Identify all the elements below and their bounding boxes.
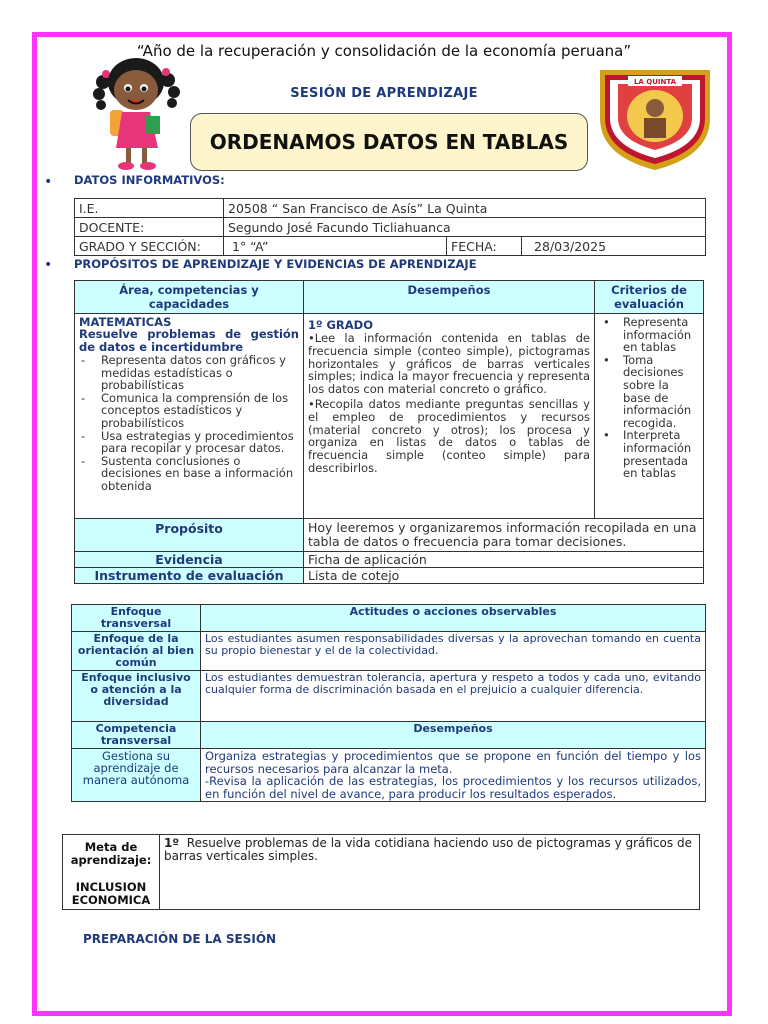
criteria-item: • Toma decisiones sobre la base de información recogida.: [623, 354, 699, 430]
crest-label: LA QUINTA: [633, 78, 677, 86]
approach-1-text: Los estudiantes asumen responsabilidades diversas y la aprovechan tomando en cuenta su propio bienestar y el de la colectividad.: [201, 632, 706, 671]
capacities-list: [79, 354, 299, 493]
grado-value: 1° “A”: [224, 237, 447, 256]
evidencia-label: Evidencia: [75, 552, 304, 568]
motto-text: “Año de la recuperación y consolidación de la economía peruana”: [136, 42, 632, 60]
approaches-table: [71, 604, 706, 802]
ie-label: I.E.: [75, 199, 224, 218]
competency-performance-header: Desempeños: [201, 722, 706, 749]
main-title: ORDENAMOS DATOS EN TABLAS: [209, 130, 569, 154]
criteria-item: • Interpreta información presentada en tablas: [623, 429, 699, 479]
purposes-table: [74, 280, 704, 584]
section-purposes-heading: PROPÓSITOS DE APRENDIZAJE Y EVIDENCIAS DE APRENDIZAJE: [74, 257, 477, 271]
prep-title: PREPARACIÓN DE LA SESIÓN: [83, 932, 277, 946]
capacity-item: - Usa estrategias y procedimientos para recopilar y procesar datos.: [101, 430, 299, 455]
capacity-item: - Comunica la comprensión de los conceptos estadísticos y probabilísticos: [101, 392, 299, 430]
grado-label: GRADO Y SECCIÓN:: [75, 237, 224, 256]
capacity-item: - Sustenta conclusiones o decisiones en base a información obtenida: [101, 455, 299, 493]
section-info-heading: DATOS INFORMATIVOS:: [74, 173, 225, 187]
bullet-icon: •: [44, 257, 53, 273]
proposito-label: Propósito: [75, 519, 304, 552]
girl-illustration: [88, 52, 188, 176]
docente-value: Segundo José Facundo Ticliahuanca: [224, 218, 706, 237]
approach-1-label: Enfoque de la orientación al bien común: [72, 632, 201, 671]
grade-label: 1º GRADO: [308, 318, 374, 332]
evidencia-value: Ficha de aplicación: [304, 552, 704, 568]
criteria-list: [599, 316, 699, 480]
school-crest-logo: [596, 66, 714, 172]
instrumento-value: Lista de cotejo: [304, 568, 704, 584]
fecha-label: FECHA:: [447, 237, 522, 256]
goal-text: Resuelve problemas de la vida cotidiana haciendo uso de pictogramas y gráficos de barras verticales simples.: [164, 836, 692, 863]
goal-label: Meta de aprendizaje:: [70, 840, 152, 867]
goal-table: [62, 834, 700, 910]
approach-2-label: Enfoque inclusivo o atención a la diversidad: [72, 671, 201, 722]
col-criteria-header: Criterios de evaluación: [595, 281, 704, 314]
competency-name: Resuelve problemas de gestión de datos e incertidumbre: [79, 327, 299, 354]
goal-sub-label: INCLUSION ECONOMICA: [71, 880, 151, 907]
performance-1: •Lee la información contenida en tablas de frecuencia simple (conteo simple), pictogramas horizontales y gráficos de barras verticales simples; indica la mayor frecuencia y representa los datos con material concreto o gráfico.: [308, 331, 590, 397]
area-name: MATEMATICAS: [79, 315, 172, 329]
fecha-value: 28/03/2025: [522, 237, 706, 256]
competency-transversal-name: Gestiona su aprendizaje de manera autónoma: [72, 749, 201, 802]
ie-value: 20508 “ San Francisco de Asís” La Quinta: [224, 199, 706, 218]
docente-label: DOCENTE:: [75, 218, 224, 237]
capacity-item: - Representa datos con gráficos y medidas estadísticas o probabilísticas: [101, 354, 299, 392]
col-performance-header: Desempeños: [304, 281, 595, 314]
performance-2: •Recopila datos mediante preguntas sencillas y el empleo de procedimientos y recursos (material concreto y otros); los procesa y organiza en listas de datos o tablas de frecuencia simple (conteo simple) para describirlos.: [308, 396, 590, 475]
competency-text-1: Organiza estrategias y procedimientos que se propone en función del tiempo y los recursos necesarios para alcanzar la meta.: [205, 749, 701, 776]
goal-number: 1º: [164, 836, 180, 850]
session-title: SESIÓN DE APRENDIZAJE: [290, 86, 478, 101]
approach-2-text: Los estudiantes demuestran tolerancia, apertura y respeto a todos y cada uno, evitando cualquier forma de discriminación basada en el prejuicio a cualquier diferencia.: [201, 671, 706, 722]
criteria-item: • Representa información en tablas: [623, 316, 699, 354]
col-area-header: Área, competencias y capacidades: [75, 281, 304, 314]
approach-col-header: Enfoque transversal: [72, 605, 201, 632]
instrumento-label: Instrumento de evaluación: [75, 568, 304, 584]
attitudes-col-header: Actitudes o acciones observables: [201, 605, 706, 632]
competency-transversal-label: Competencia transversal: [72, 722, 201, 749]
bullet-icon: •: [44, 174, 53, 190]
main-title-box: [190, 113, 588, 171]
proposito-value: Hoy leeremos y organizaremos información recopilada en una tabla de datos o frecuencia para tomar decisiones.: [304, 519, 704, 552]
info-table: [74, 198, 706, 256]
competency-text-2: -Revisa la aplicación de las estrategias, los procedimientos y los recursos utilizados, en función del nivel de avance, para producir los resultados esperados.: [205, 774, 701, 801]
